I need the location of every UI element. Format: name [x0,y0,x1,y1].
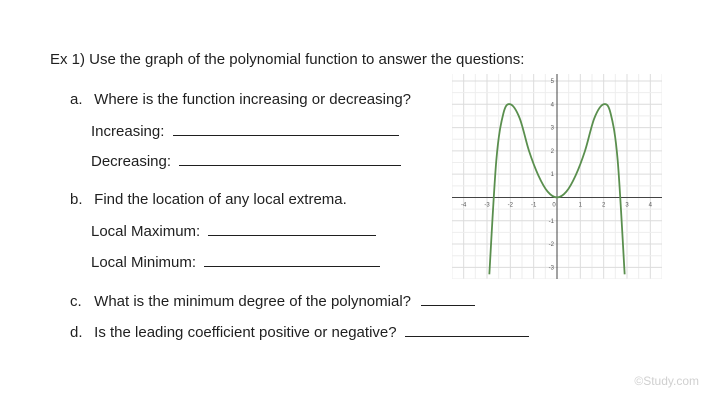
local-max-blank[interactable] [208,221,376,236]
question-d-letter: d. [70,324,83,341]
local-min-blank[interactable] [204,252,380,267]
local-min-row [91,252,380,271]
y-tick-label: 1 [550,172,554,179]
exercise-title: Ex 1) Use the graph of the polynomial function to answer the questions: [50,51,525,68]
decreasing-label: Decreasing: [91,153,172,170]
increasing-label: Increasing: [91,123,165,140]
x-tick-label: 0 [552,202,556,209]
y-tick-label: 4 [550,102,554,109]
copyright-icon: © [634,374,644,388]
local-max-label: Local Maximum: [91,223,201,240]
degree-blank[interactable] [421,291,475,306]
question-c-letter: c. [70,293,82,310]
question-b-letter: b. [70,191,83,208]
x-tick-label: 3 [625,202,629,209]
study-watermark [634,374,699,388]
y-tick-label: -3 [548,265,554,272]
x-tick-label: -1 [530,202,537,209]
question-b [70,191,347,208]
x-tick-label: 2 [601,202,606,209]
question-a-text: Where is the function increasing or decreasing? [94,91,412,108]
polynomial-graph [452,74,662,279]
question-b-text: Find the location of any local extrema. [94,191,347,208]
y-tick-label: 2 [550,148,554,155]
question-d [70,322,529,341]
leading-coefficient-blank[interactable] [405,322,529,337]
x-tick-label: -3 [484,202,490,209]
x-tick-label: 4 [648,202,653,209]
question-a [70,91,411,108]
decreasing-blank[interactable] [179,151,401,166]
question-a-letter: a. [70,91,83,108]
x-tick-label: 1 [578,202,583,209]
local-min-label: Local Minimum: [91,254,197,271]
y-tick-label: -1 [548,218,554,225]
watermark-text: Study.com [643,374,699,388]
y-tick-label: 3 [550,125,554,132]
question-d-text: Is the leading coefficient positive or negative? [94,324,397,341]
increasing-row [91,121,399,140]
x-tick-label: -2 [507,202,514,209]
question-c [70,291,475,310]
y-tick-label: 5 [550,78,554,85]
y-tick-label: -2 [548,242,554,249]
x-tick-label: -4 [460,202,467,209]
local-max-row [91,221,376,240]
question-c-text: What is the minimum degree of the polynomial? [94,293,411,310]
increasing-blank[interactable] [173,121,399,136]
decreasing-row [91,151,401,170]
